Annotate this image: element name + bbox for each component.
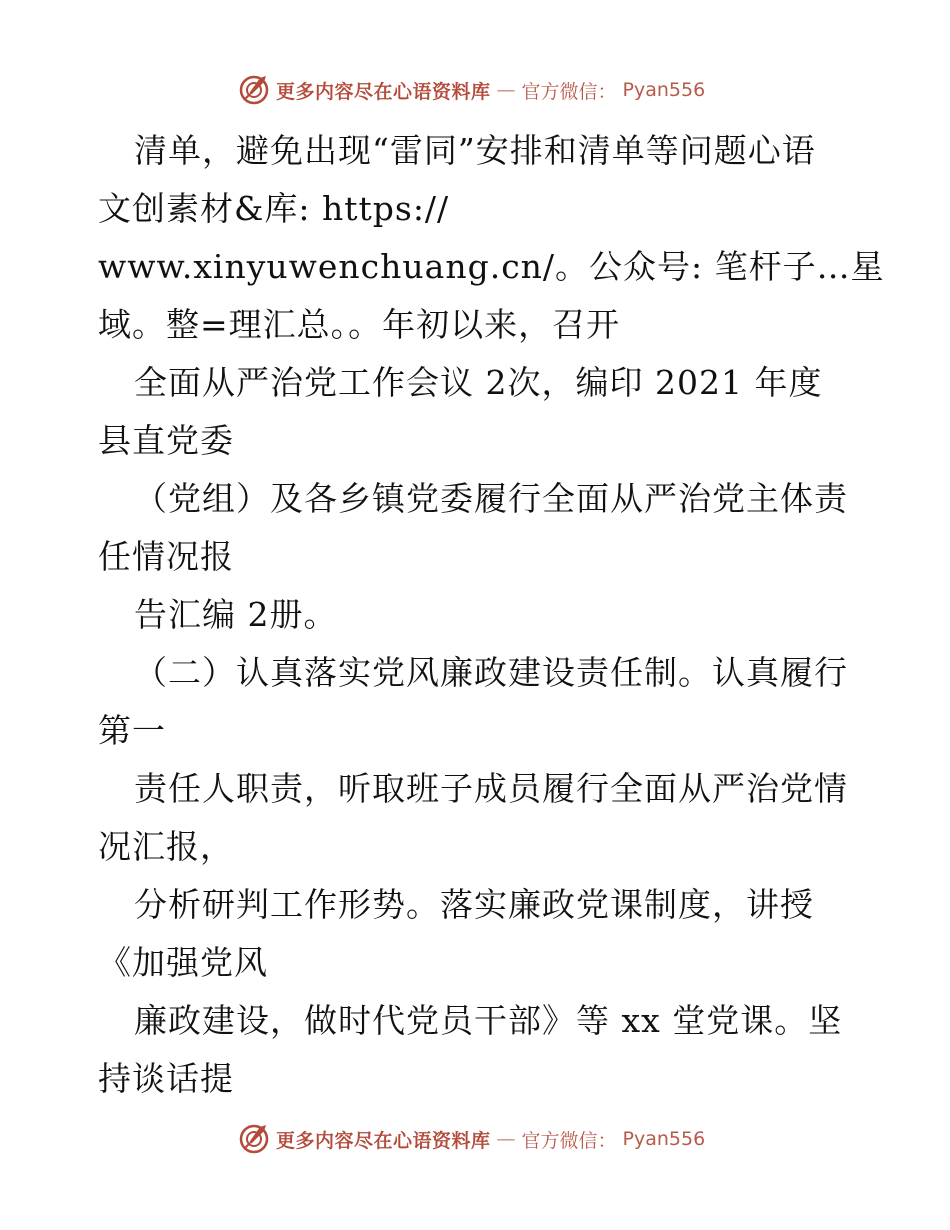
text-line: 分析研判工作形势。落实廉政党课制度，讲授 [134, 885, 814, 924]
watermark-main-text: 更多内容尽在心语资料库 [276, 1129, 491, 1152]
text-line: 告汇编 2册。 [134, 595, 338, 634]
watermark-dash: — [496, 79, 516, 101]
watermark-dash: — [496, 1128, 516, 1150]
text-line: （党组）及各乡镇党委履行全面从严治党主体责 [134, 479, 848, 518]
text-line: 域。整=理汇总。。年初以来，召开 [98, 305, 621, 344]
watermark-main-text: 更多内容尽在心语资料库 [276, 80, 491, 103]
watermark-wechat-id: Pyan556 [622, 79, 706, 101]
text-line: 持谈话提 [98, 1059, 234, 1098]
text-line: 责任人职责，听取班子成员履行全面从严治党情 [134, 769, 848, 808]
text-line: 任情况报 [98, 537, 234, 576]
text-line: www.xinyuwenchuang.cn/。公众号: 笔杆子…星 [98, 247, 885, 286]
text-line: 《加强党风 [98, 943, 268, 982]
quill-logo-icon [238, 1123, 270, 1155]
footer-watermark [238, 1121, 705, 1157]
watermark-sub-text: 官方微信： [521, 1129, 617, 1152]
text-line: 县直党委 [98, 421, 234, 460]
quill-logo-icon [238, 74, 270, 106]
text-line: 文创素材&库: https:// [98, 189, 450, 228]
text-line: 清单，避免出现“雷同”安排和清单等问题心语 [134, 131, 816, 170]
watermark-sub-text: 官方微信： [521, 80, 617, 103]
header-watermark [238, 72, 705, 108]
document-body [98, 122, 885, 1108]
text-line: 第一 [98, 711, 166, 750]
text-line: 况汇报， [98, 827, 234, 866]
text-line: 全面从严治党工作会议 2次，编印 2021 年度 [134, 363, 823, 402]
text-line: 廉政建设，做时代党员干部》等 xx 堂党课。坚 [134, 1001, 843, 1040]
text-line: （二）认真落实党风廉政建设责任制。认真履行 [134, 653, 848, 692]
watermark-wechat-id: Pyan556 [622, 1128, 706, 1150]
